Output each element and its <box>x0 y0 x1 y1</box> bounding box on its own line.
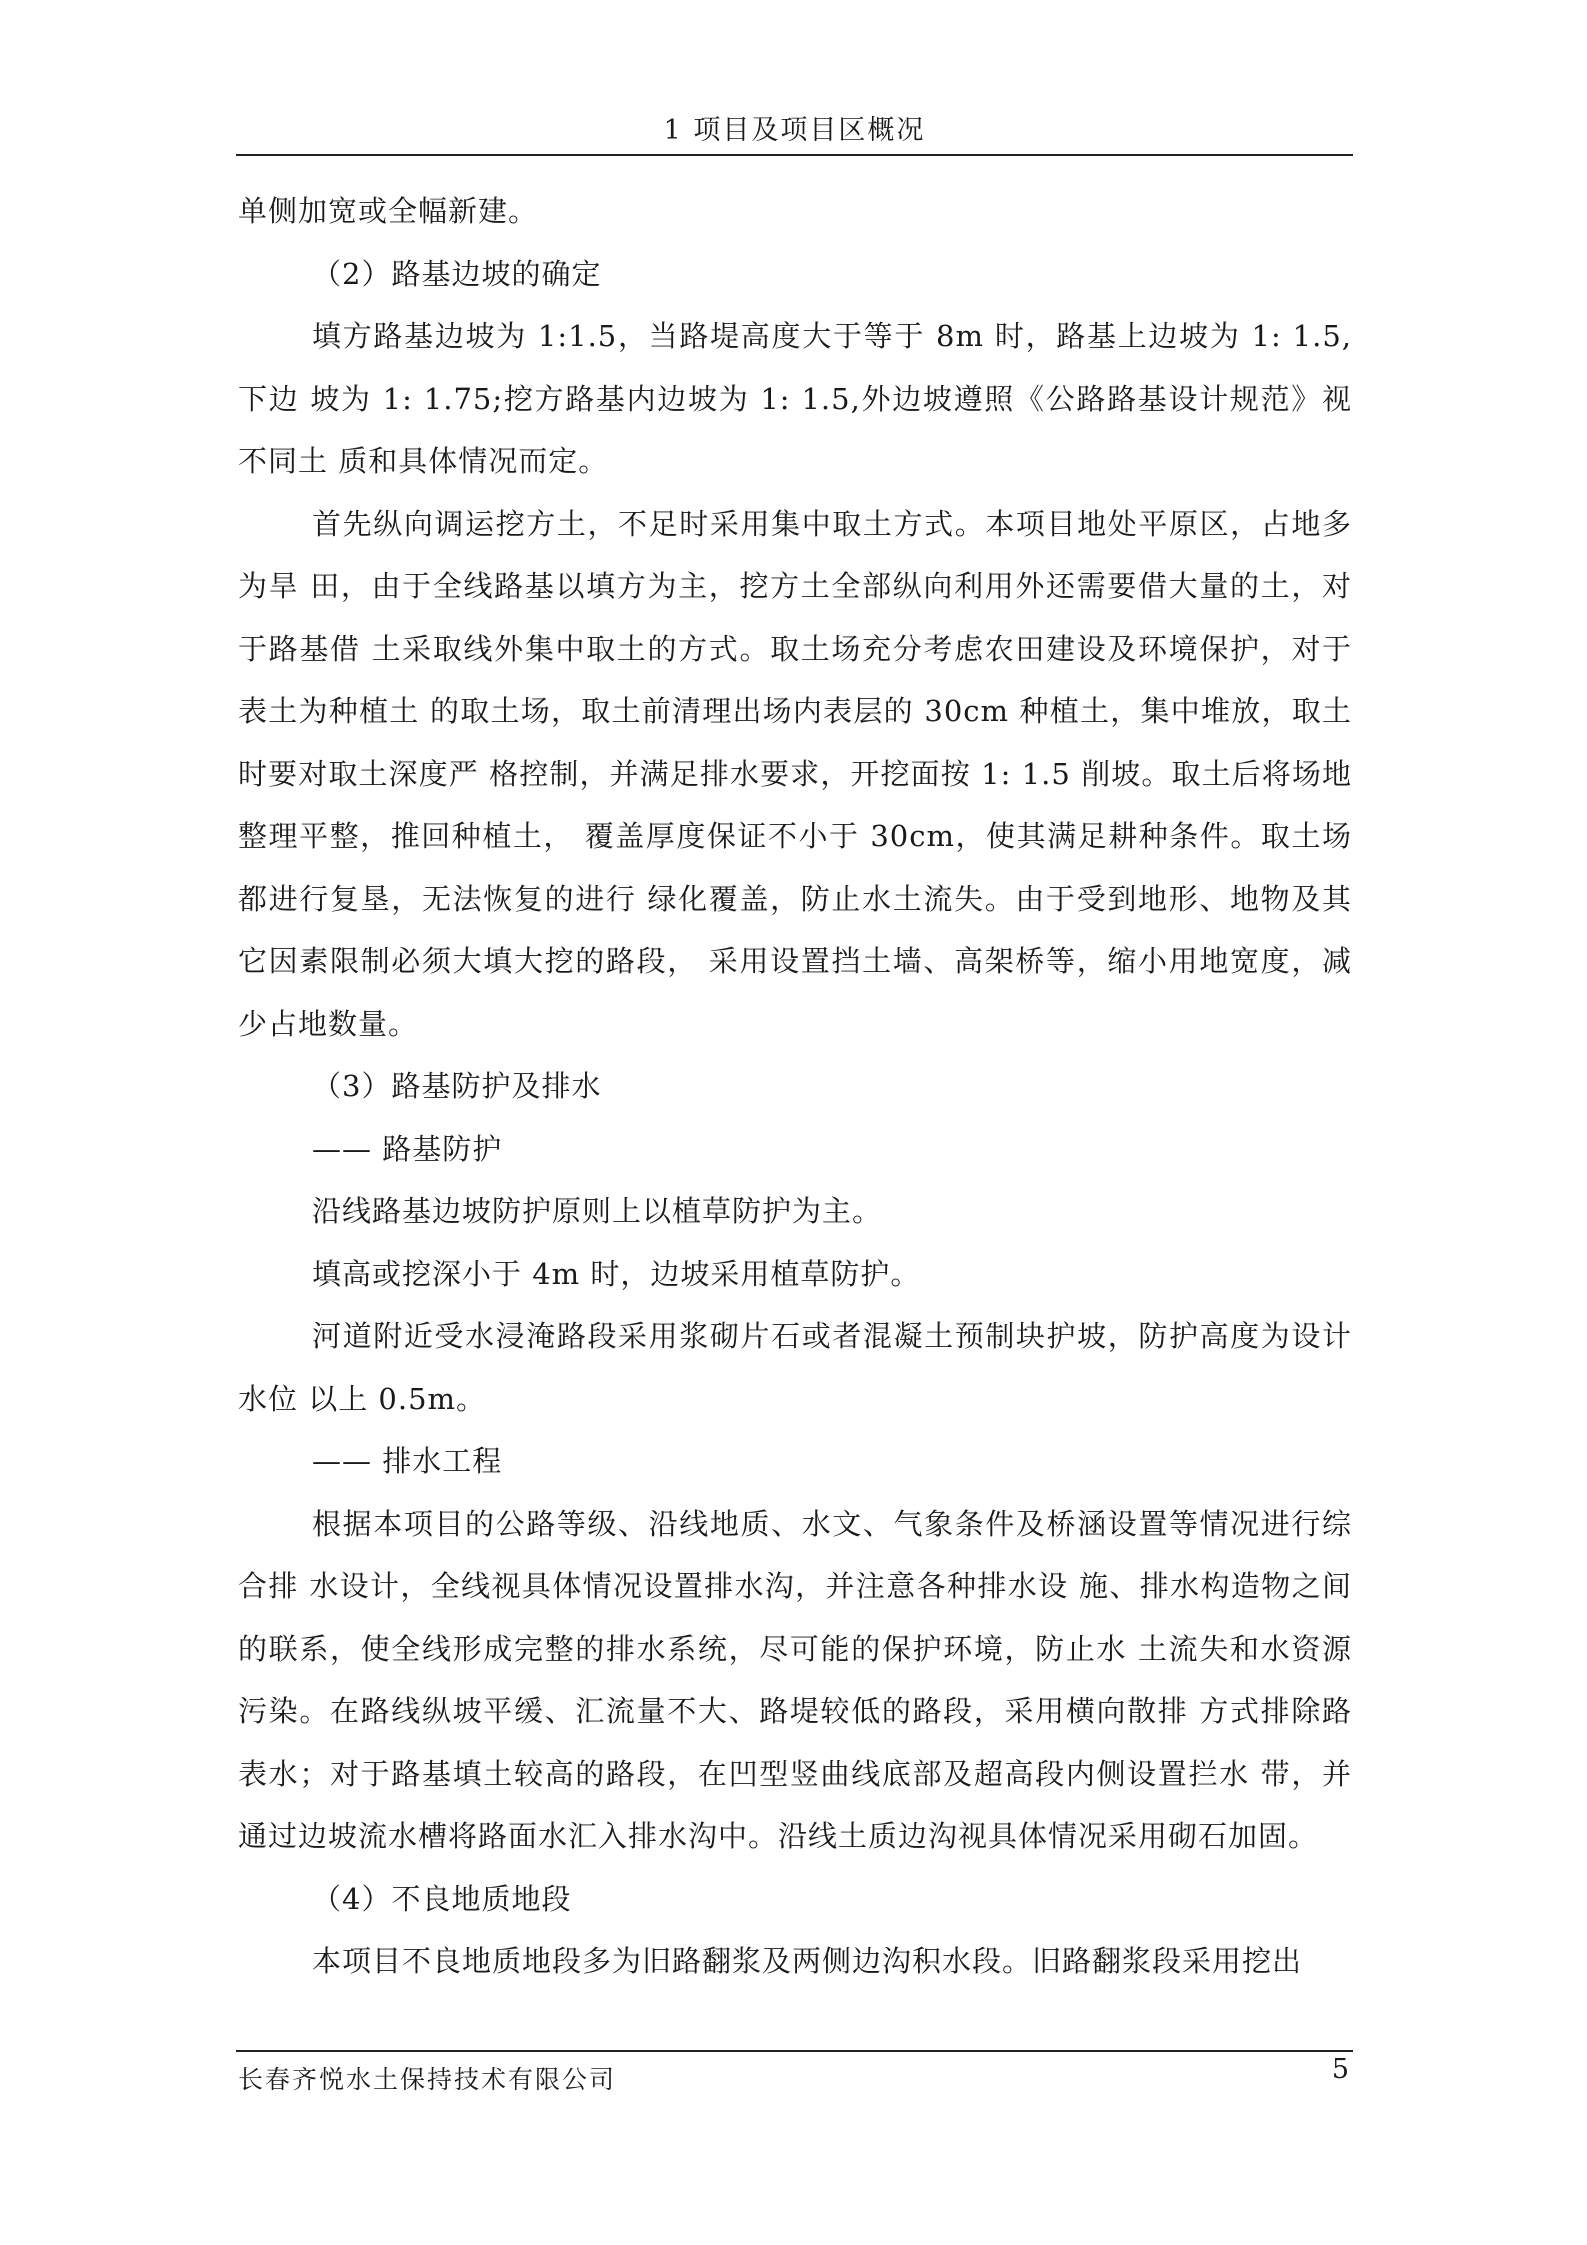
paragraph: 河道附近受水浸淹路段采用浆砌片石或者混凝土预制块护坡，防护高度为设计水位 以上 0.5m。 <box>238 1319 1352 1416</box>
document-body <box>238 180 1352 1993</box>
section-heading: （3）路基防护及排水 <box>312 1069 602 1103</box>
paragraph: 单侧加宽或全幅新建。 <box>238 194 539 228</box>
page-header <box>236 108 1353 156</box>
header-title: 1 项目及项目区概况 <box>663 115 926 146</box>
paragraph: 本项目不良地质地段多为旧路翻浆及两侧边沟积水段。旧路翻浆段采用挖出 <box>312 1944 1303 1978</box>
page-number: 5 <box>1331 2054 1349 2085</box>
paragraph: 填高或挖深小于 4m 时，边坡采用植草防护。 <box>312 1256 921 1291</box>
paragraph: 根据本项目的公路等级、沿线地质、水文、气象条件及桥涵设置等情况进行综合排 水设计，全线视具体情况设置排水沟，并注意各种排水设 施、排水构造物之间的联系，使全线形成完整的排水系统，尽可能的保护环境，防止水 土流失和水资源污染。在路线纵坡平缓、汇流量不大、路堤较低的路段，采用横向散排 方式排除路表水；对于路基填土较高的路段，在凹型竖曲线底部及超高段内侧设置拦水 带，并通过边坡流水槽将路面水汇入排水沟中。沿线土质边沟视具体情况采用砌石加固。 <box>238 1506 1352 1853</box>
footer-company: 长春齐悦水土保持技术有限公司 <box>238 2065 617 2094</box>
subsection-heading: —— 排水工程 <box>312 1444 503 1478</box>
paragraph: 填方路基边坡为 1:1.5，当路堤高度大于等于 8m 时，路基上边坡为 1: 1.5,下边 坡为 1: 1.75;挖方路基内边坡为 1: 1.5,外边坡遵照《公路路基设计规范》视不同土 质和具体情况而定。 <box>238 319 1352 478</box>
subsection-heading: —— 路基防护 <box>312 1131 503 1166</box>
paragraph: 首先纵向调运挖方土，不足时采用集中取土方式。本项目地处平原区，占地多为旱 田，由于全线路基以填方为主，挖方土全部纵向利用外还需要借大量的土，对于路基借 土采取线外集中取土的方式。取土场充分考虑农田建设及环境保护，对于表土为种植土 的取土场，取土前清理出场内表层的 30cm 种植土，集中堆放，取土时要对取土深度严 格控制，并满足排水要求，开挖面按 1: 1.5 削坡。取土后将场地整理平整，推回种植土， 覆盖厚度保证不小于 30cm，使其满足耕种条件。取土场都进行复垦，无法恢复的进行 绿化覆盖，防止水土流失。由于受到地形、地物及其它因素限制必须大填大挖的路段， 采用设置挡土墙、高架桥等，缩小用地宽度，减少占地数量。 <box>238 506 1352 1041</box>
page-footer <box>236 2050 1353 2096</box>
paragraph: 沿线路基边坡防护原则上以植草防护为主。 <box>312 1194 883 1228</box>
section-heading: （4）不良地质地段 <box>312 1881 572 1916</box>
section-heading: （2）路基边坡的确定 <box>312 256 602 291</box>
